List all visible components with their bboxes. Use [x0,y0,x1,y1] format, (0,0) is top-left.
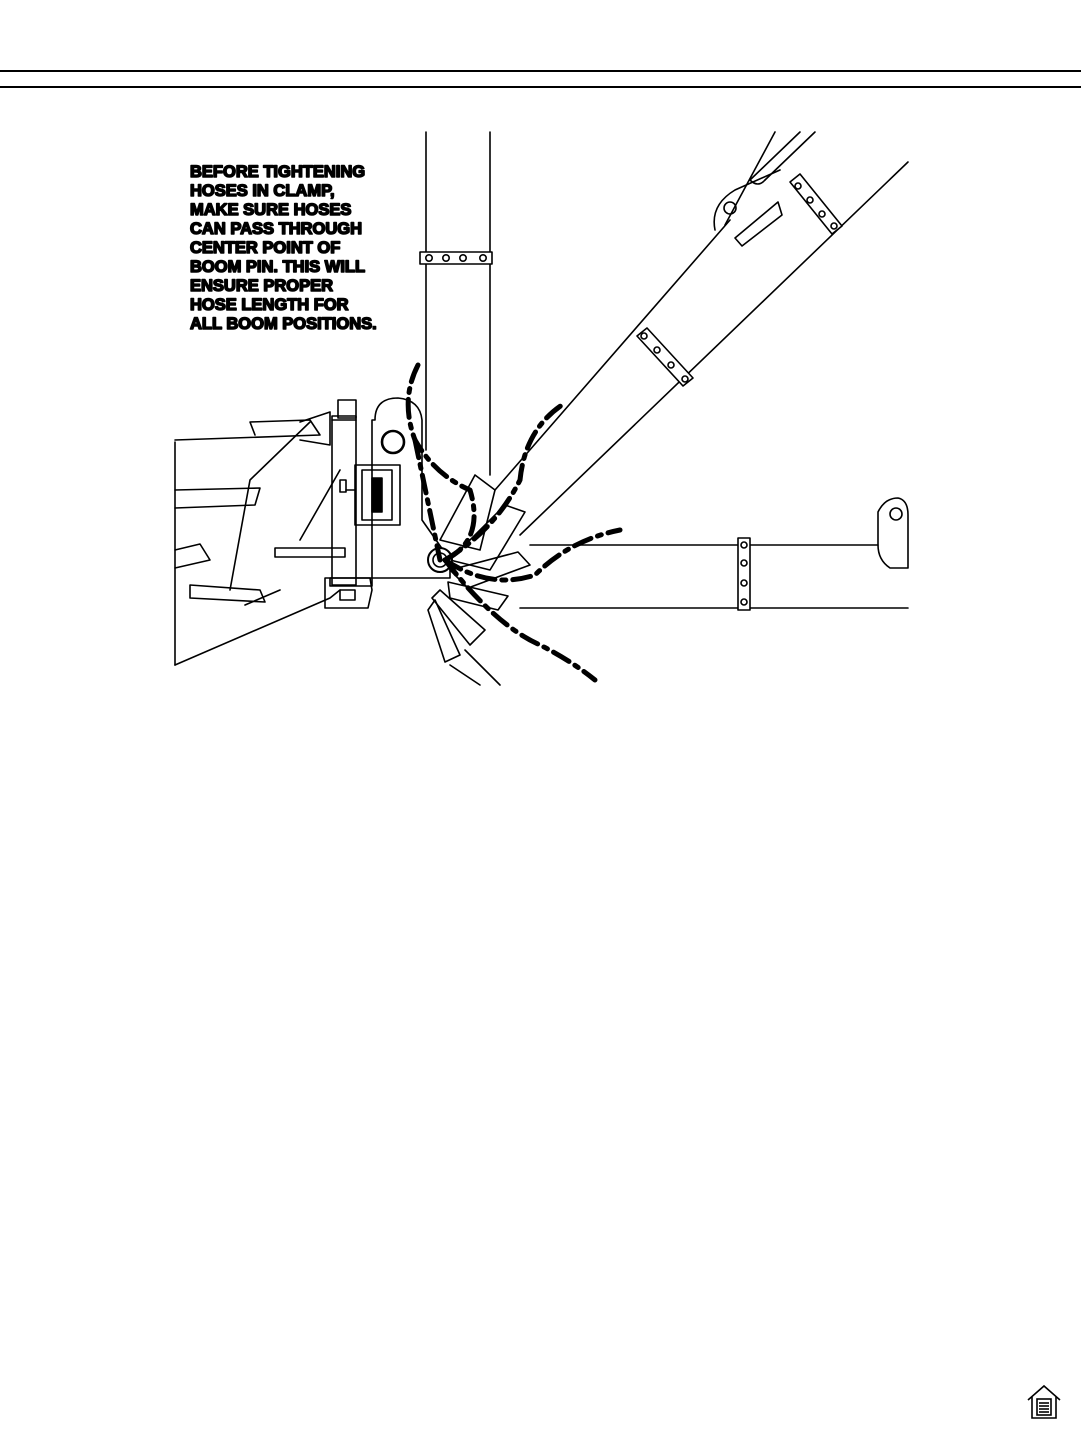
boom-mount-frame [175,398,450,665]
note-line: CAN PASS THROUGH [190,220,363,238]
note-line: CENTER POINT OF [190,239,341,257]
diagonal-boom [495,132,908,535]
note-line: HOSE LENGTH FOR [190,296,349,314]
vertical-boom [420,132,492,475]
hose-route-diagonal [445,405,562,560]
note-line: BEFORE TIGHTENING [190,163,366,181]
boom-hose-routing-diagram [150,120,920,690]
header-rule-top [0,70,1081,72]
home-icon[interactable] [1024,1382,1064,1422]
note-line: ALL BOOM POSITIONS. [190,315,377,333]
home-icon-document [1037,1399,1051,1415]
hose-route-horizontal [445,530,620,580]
home-icon-roof [1028,1386,1060,1400]
note-line: HOSES IN CLAMP, [190,182,335,200]
note-line: ENSURE PROPER [190,277,334,295]
horizontal-boom [520,498,908,610]
hose-routes [408,365,620,680]
instruction-note [190,163,377,333]
note-line: BOOM PIN. THIS WILL [190,258,366,276]
header-rule-bottom [0,86,1081,88]
hose-route-vertical [408,365,474,560]
boom-pivot-pin [382,431,404,453]
boom-end-pin-hole [890,508,902,520]
note-line: MAKE SURE HOSES [190,201,352,219]
